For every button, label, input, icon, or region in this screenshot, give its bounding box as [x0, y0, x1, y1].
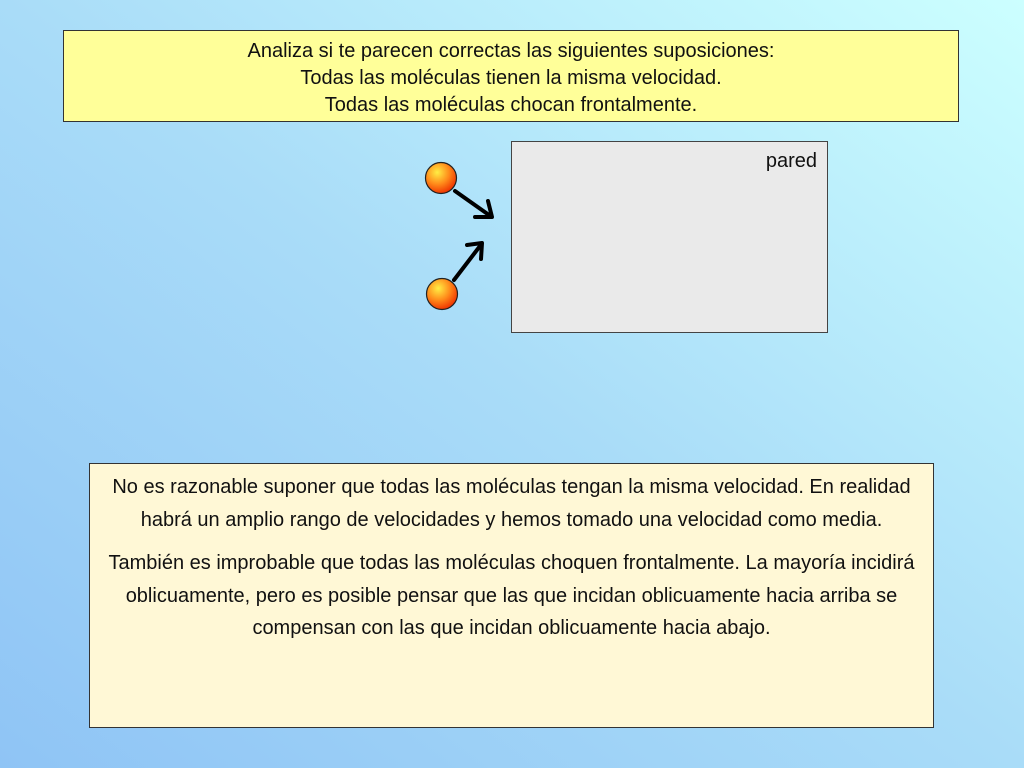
molecule-ball-lower	[427, 279, 458, 310]
molecule-diagram	[400, 140, 510, 330]
molecule-lower	[427, 243, 483, 310]
arrow-up-right-icon	[454, 246, 480, 280]
wall-box	[511, 141, 828, 333]
answer-paragraph-2: También es improbable que todas las moléculas choquen frontalmente. La mayoría incidirá oblicuamente, pero es posible pensar que las que incidan oblicuamente hacia arriba se compensan con las que incidan oblicuamente hacia abajo.	[108, 552, 915, 639]
question-line-3: Todas las moléculas chocan frontalmente.	[324, 94, 698, 116]
answer-paragraph-1: No es razonable suponer que todas las moléculas tengan la misma velocidad. En realidad habrá un amplio rango de velocidades y hemos tomado una velocidad como media.	[112, 476, 911, 531]
molecule-ball-upper	[426, 163, 457, 194]
wall-label: pared	[765, 150, 817, 172]
arrow-down-right-icon	[455, 191, 489, 215]
molecule-upper	[426, 163, 493, 218]
answer-box	[89, 463, 934, 728]
question-box	[63, 30, 959, 122]
question-line-1: Analiza si te parecen correctas las siguientes suposiciones:	[247, 40, 775, 62]
question-line-2: Todas las moléculas tienen la misma velocidad.	[300, 67, 722, 89]
